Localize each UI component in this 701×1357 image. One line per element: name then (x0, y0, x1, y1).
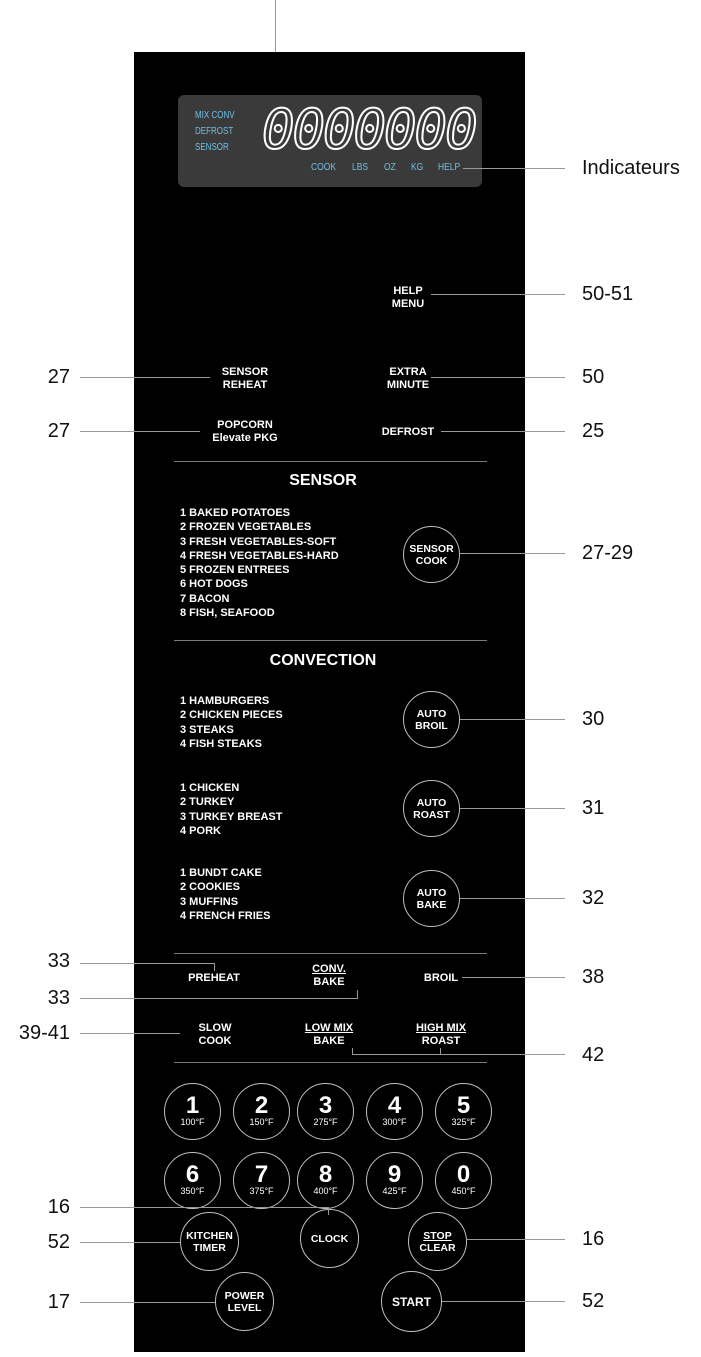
list-item: 1 BAKED POTATOES (180, 507, 291, 519)
sensor-reheat-line1: SENSOR (221, 366, 269, 378)
leader-line (462, 977, 565, 978)
keypad-number: 4 (387, 1092, 402, 1119)
leader-line (80, 1207, 328, 1208)
leader-line (80, 1302, 215, 1303)
leader-line (466, 1239, 565, 1240)
keypad-number: 1 (185, 1092, 200, 1119)
leader-line (431, 377, 565, 378)
keypad-temp: 325°F (451, 1117, 476, 1127)
leader-line (80, 963, 214, 964)
popcorn-line2: Elevate PKG (212, 432, 278, 444)
high-mix-roast-button[interactable] (416, 1022, 466, 1048)
leader-line (352, 1054, 565, 1055)
keypad-number: 9 (387, 1161, 402, 1188)
list-item: 3 TURKEY BREAST (180, 810, 283, 823)
auto-roast-food-list (180, 781, 282, 838)
leader-line (328, 1207, 329, 1215)
list-item: 3 STEAKS (180, 723, 234, 736)
help-menu-line2: MENU (391, 298, 425, 310)
keypad-temp: 275°F (313, 1117, 338, 1127)
auto-bake-line1: AUTO (416, 886, 447, 899)
conv-bake-button[interactable] (312, 963, 346, 989)
kitchen-timer-button[interactable] (180, 1212, 239, 1271)
leader-line (80, 998, 358, 999)
kitchen-timer-line2: TIMER (193, 1241, 226, 1254)
keypad-number: 2 (254, 1092, 269, 1119)
callout-defrost: 25 (582, 420, 605, 442)
keypad-button-2[interactable] (233, 1083, 290, 1140)
leader-line (460, 898, 565, 899)
auto-broil-food-list (180, 694, 283, 751)
keypad-button-3[interactable] (297, 1083, 354, 1140)
callout-auto-bake: 32 (582, 887, 605, 909)
leader-line (442, 1301, 565, 1302)
callout-broil: 38 (582, 966, 605, 988)
power-level-button[interactable] (215, 1272, 274, 1331)
callout-popcorn: 27 (47, 420, 70, 442)
slow-cook-button[interactable] (199, 1022, 232, 1048)
callout-power-level: 17 (47, 1291, 70, 1313)
list-item: 4 FISH STEAKS (180, 737, 262, 750)
list-item: 2 FROZEN VEGETABLES (180, 521, 312, 534)
leader-line (80, 1242, 180, 1243)
callout-clock: 16 (47, 1196, 70, 1218)
auto-roast-line2: ROAST (413, 808, 450, 821)
leader-line (460, 553, 565, 554)
callout-kitchen-timer: 52 (47, 1231, 70, 1253)
list-item: 1 BUNDT CAKE (180, 867, 262, 879)
unit-indicator-oz: OZ (384, 162, 396, 173)
sensor-cook-line2: COOK (415, 554, 448, 567)
list-item: 2 COOKIES (180, 881, 240, 894)
auto-broil-button[interactable] (403, 691, 460, 748)
leader-line (214, 963, 215, 971)
leader-line (352, 1048, 353, 1055)
keypad-button-7[interactable] (233, 1152, 290, 1209)
kitchen-timer-line1: KITCHEN (186, 1229, 233, 1242)
keypad-button-5[interactable] (435, 1083, 492, 1140)
keypad-temp: 400°F (313, 1186, 338, 1196)
auto-broil-line1: AUTO (416, 707, 447, 720)
callout-preheat: 33 (47, 950, 70, 972)
conv-bake-line1: CONV. (312, 963, 346, 975)
separator-convection (174, 640, 487, 641)
high-mix-roast-line1: HIGH MIX (415, 1022, 467, 1034)
start-button[interactable] (381, 1271, 442, 1332)
keypad-temp: 375°F (249, 1186, 274, 1196)
extra-minute-line2: MINUTE (386, 379, 430, 391)
keypad-temp: 300°F (382, 1117, 407, 1127)
leader-line (440, 1048, 441, 1055)
keypad-number: 0 (456, 1161, 471, 1188)
keypad-number: 3 (318, 1092, 333, 1119)
slow-cook-line1: SLOW (198, 1022, 232, 1034)
auto-bake-line2: BAKE (416, 898, 447, 911)
power-level-line1: POWER (224, 1289, 265, 1302)
mode-indicator-mix-conv: MIX CONV (195, 110, 235, 121)
list-item: 8 FISH, SEAFOOD (180, 607, 275, 620)
unit-indicator-lbs: LBS (352, 162, 369, 173)
power-level-line2: LEVEL (227, 1301, 262, 1314)
callout-sensor-reheat: 27 (47, 366, 70, 388)
keypad-button-8[interactable] (297, 1152, 354, 1209)
auto-roast-button[interactable] (403, 780, 460, 837)
sensor-reheat-line2: REHEAT (222, 379, 268, 391)
low-mix-bake-line2: BAKE (313, 1035, 345, 1047)
unit-indicator-help: HELP (438, 162, 461, 173)
preheat-button[interactable]: PREHEAT (188, 972, 240, 984)
auto-broil-line2: BROIL (415, 719, 448, 732)
list-item: 1 CHICKEN (180, 782, 240, 794)
keypad-temp: 150°F (249, 1117, 274, 1127)
list-item: 5 FROZEN ENTREES (180, 564, 290, 577)
callout-mix: 42 (582, 1044, 605, 1066)
auto-bake-food-list (180, 866, 270, 923)
auto-roast-line1: AUTO (416, 796, 447, 809)
convection-section-title: CONVECTION (269, 652, 377, 669)
popcorn-button[interactable] (212, 419, 277, 445)
leader-line (460, 719, 565, 720)
list-item: 4 FRESH VEGETABLES-HARD (180, 549, 339, 562)
list-item: 4 FRENCH FRIES (180, 909, 271, 922)
unit-indicator-cook: COOK (311, 162, 337, 173)
list-item: 3 FRESH VEGETABLES-SOFT (180, 535, 337, 548)
sensor-reheat-button[interactable] (222, 366, 268, 392)
keypad-temp: 350°F (180, 1186, 205, 1196)
help-menu-button[interactable] (392, 285, 424, 311)
unit-indicator-kg: KG (411, 162, 424, 173)
leader-line (357, 990, 358, 998)
callout-stop-clear: 16 (582, 1228, 605, 1250)
callout-slow-cook: 39-41 (18, 1022, 70, 1044)
leader-line (80, 377, 210, 378)
list-item: 7 BACON (180, 592, 230, 605)
list-item: 6 HOT DOGS (180, 578, 248, 591)
leader-line (463, 168, 565, 169)
leader-line (431, 294, 565, 295)
auto-bake-button[interactable] (403, 870, 460, 927)
clock-label: CLOCK (310, 1232, 349, 1245)
high-mix-roast-line2: ROAST (421, 1035, 461, 1047)
extra-minute-line1: EXTRA (389, 366, 427, 378)
list-item: 4 PORK (180, 824, 221, 837)
keypad-number: 6 (185, 1161, 200, 1188)
leader-line (441, 431, 565, 432)
keypad-button-1[interactable] (164, 1083, 221, 1140)
clock-button[interactable] (300, 1209, 359, 1268)
callout-auto-roast: 31 (582, 797, 605, 819)
keypad-number: 7 (254, 1161, 269, 1188)
keypad-button-4[interactable] (366, 1083, 423, 1140)
keypad-temp: 425°F (382, 1186, 407, 1196)
list-item: 2 CHICKEN PIECES (180, 709, 283, 722)
separator-sensor (174, 461, 487, 462)
leader-line (80, 431, 200, 432)
list-item: 3 MUFFINS (180, 895, 239, 908)
defrost-button[interactable]: DEFROST (381, 426, 435, 438)
sensor-food-list (180, 506, 339, 620)
sensor-cook-line1: SENSOR (409, 542, 454, 555)
slow-cook-line2: COOK (198, 1035, 232, 1047)
mode-indicator-sensor: SENSOR (195, 142, 229, 153)
leader-line (460, 808, 565, 809)
callout-auto-broil: 30 (582, 708, 605, 730)
sensor-cook-button[interactable] (403, 526, 460, 583)
display-digits: 0000000 (262, 98, 476, 161)
list-item: 1 HAMBURGERS (180, 695, 270, 707)
separator-keypad (174, 1062, 487, 1063)
keypad-number: 5 (456, 1092, 471, 1119)
low-mix-bake-button[interactable] (305, 1022, 353, 1048)
popcorn-line1: POPCORN (217, 419, 273, 431)
keypad-button-0[interactable] (435, 1152, 492, 1209)
stop-clear-button[interactable] (408, 1212, 467, 1271)
keypad-button-6[interactable] (164, 1152, 221, 1209)
low-mix-bake-line1: LOW MIX (304, 1022, 354, 1034)
callout-indicators: Indicateurs (582, 157, 680, 179)
broil-button[interactable]: BROIL (423, 972, 459, 984)
conv-bake-line2: BAKE (313, 976, 345, 988)
help-menu-line1: HELP (393, 285, 423, 297)
stop-clear-line2: CLEAR (419, 1241, 456, 1254)
callout-sensor-cook: 27-29 (582, 542, 634, 564)
keypad-temp: 100°F (180, 1117, 205, 1127)
callout-start: 52 (582, 1290, 605, 1312)
keypad-number: 8 (318, 1161, 333, 1188)
extra-minute-button[interactable] (387, 366, 429, 392)
keypad-button-9[interactable] (366, 1152, 423, 1209)
sensor-section-title: SENSOR (289, 472, 357, 489)
callout-help-menu: 50-51 (582, 283, 634, 305)
keypad-temp: 450°F (451, 1186, 476, 1196)
list-item: 2 TURKEY (180, 796, 235, 809)
mode-indicator-defrost: DEFROST (195, 126, 234, 137)
callout-extra-minute: 50 (582, 366, 605, 388)
start-label: START (391, 1294, 432, 1309)
callout-conv-bake: 33 (47, 987, 70, 1009)
separator-modes (174, 953, 487, 954)
leader-line (80, 1033, 180, 1034)
stop-clear-line1: STOP (423, 1229, 452, 1242)
